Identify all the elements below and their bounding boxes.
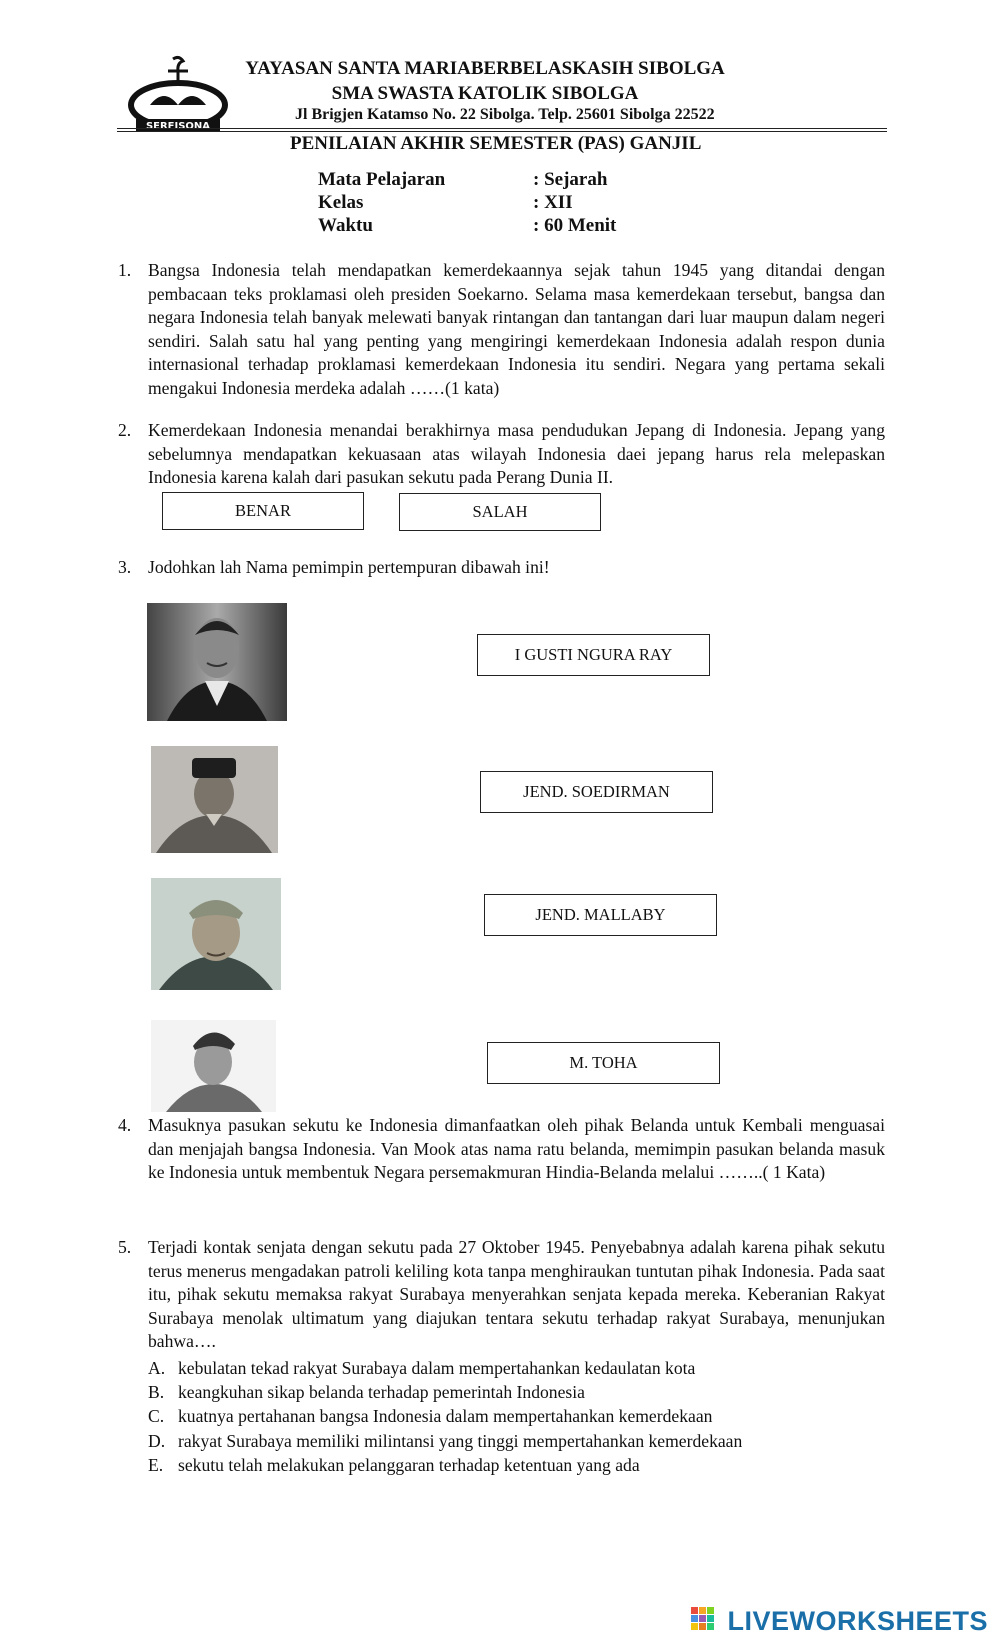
school-address: Jl Brigjen Katamso No. 22 Sibolga. Telp. 25601 Sibolga 22522 xyxy=(295,106,715,123)
meta-subject: Mata Pelajaran : Sejarah xyxy=(318,169,608,190)
portrait-photo-4[interactable] xyxy=(151,1020,276,1112)
header-rule-thin xyxy=(117,131,887,132)
option-benar-button[interactable]: BENAR xyxy=(162,492,364,530)
meta-class: Kelas : XII xyxy=(318,192,573,213)
question-2: 2. Kemerdekaan Indonesia menandai berakhirnya masa pendudukan Jepang di Indonesia. Jepang yang sebelumnya mendapatkan kekuasaan atas wilayah Indonesia daei jepang harus rela melepaskan Indonesia karena kalah dari pasukan sekutu pada Perang Dunia II. xyxy=(118,420,885,487)
q5-option-a[interactable]: A. kebulatan tekad rakyat Surabaya dalam mempertahankan kedaulatan kota xyxy=(148,1358,696,1378)
name-box-2[interactable]: JEND. SOEDIRMAN xyxy=(480,771,713,813)
school-name: SMA SWASTA KATOLIK SIBOLGA xyxy=(331,83,639,104)
meta-time: Waktu : 60 Menit xyxy=(318,215,617,236)
question-5: 5. Terjadi kontak senjata dengan sekutu pada 27 Oktober 1945. Penyebabnya adalah karena pihak sekutu terus menerus mengadakan patroli keliling kota tanpa menghiraukan tuntutan pihak Indonesia. Pada saat itu, pihak sekutu memaksa rakyat Surabaya menyerahkan senjata kepada mereka. Keberanian Rakyat Surabaya menolak ultimatum yang diajukan tentara sekutu terhadap rakyat Surabaya, menunjukan bahwa…. xyxy=(118,1237,885,1351)
name-box-1[interactable]: I GUSTI NGURA RAY xyxy=(477,634,710,676)
portrait-photo-1[interactable] xyxy=(147,603,287,721)
option-salah-button[interactable]: SALAH xyxy=(399,493,601,531)
question-4: 4. Masuknya pasukan sekutu ke Indonesia dimanfaatkan oleh pihak Belanda untuk Kembali menguasai dan menjajah bangsa Indonesia. Van Mook atas nama ratu belanda, memimpin pasukan belanda masuk ke Indonesia untuk membentuk Negara persemakmuran Hindia-Belanda melalui ……..( 1 Kata) xyxy=(118,1115,885,1182)
liveworksheets-logo[interactable] xyxy=(691,1605,988,1638)
q5-option-d[interactable]: D. rakyat Surabaya memiliki milintansi yang tinggi mempertahankan kemerdekaan xyxy=(148,1431,743,1451)
portrait-photo-3[interactable] xyxy=(151,878,281,990)
name-box-3[interactable]: JEND. MALLABY xyxy=(484,894,717,936)
foundation-name: YAYASAN SANTA MARIABERBELASKASIH SIBOLGA xyxy=(245,58,725,79)
portrait-photo-2[interactable] xyxy=(151,746,278,853)
q5-option-b[interactable]: B. keangkuhan sikap belanda terhadap pemerintah Indonesia xyxy=(148,1382,585,1402)
question-1: 1. Bangsa Indonesia telah mendapatkan kemerdekaannya sejak tahun 1945 yang ditandai dengan pembacaan teks proklamasi oleh presiden Soekarno. Selama masa kemerdekaan tersebut, bangsa dan negara Indonesia telah banyak melewati banyak rintangan dan tantangan dari luar maupun dalam negeri sendiri. Salah satu hal yang penting yang mengiringi kemerdekaan Indonesia adalah respon dunia internasional terhadap proklamasi kemerdekaan Indonesia itu sendiri. Negara yang pertama sekali mengakui Indonesia merdeka adalah ……(1 kata) xyxy=(118,260,885,398)
header-rule xyxy=(117,128,887,129)
svg-text:SERFISONA: SERFISONA xyxy=(145,121,211,132)
name-box-4[interactable]: M. TOHA xyxy=(487,1042,720,1084)
q5-option-c[interactable]: C. kuatnya pertahanan bangsa Indonesia dalam mempertahankan kemerdekaan xyxy=(148,1406,713,1426)
q5-option-e[interactable]: E. sekutu telah melakukan pelanggaran terhadap ketentuan yang ada xyxy=(148,1455,640,1475)
exam-meta xyxy=(318,168,616,237)
question-3: 3. Jodohkan lah Nama pemimpin pertempuran dibawah ini! xyxy=(118,557,550,577)
liveworksheets-wordmark: LIVEWORKSHEETS xyxy=(727,1606,988,1636)
liveworksheets-icon xyxy=(691,1605,721,1638)
exam-title: PENILAIAN AKHIR SEMESTER (PAS) GANJIL xyxy=(290,133,702,154)
